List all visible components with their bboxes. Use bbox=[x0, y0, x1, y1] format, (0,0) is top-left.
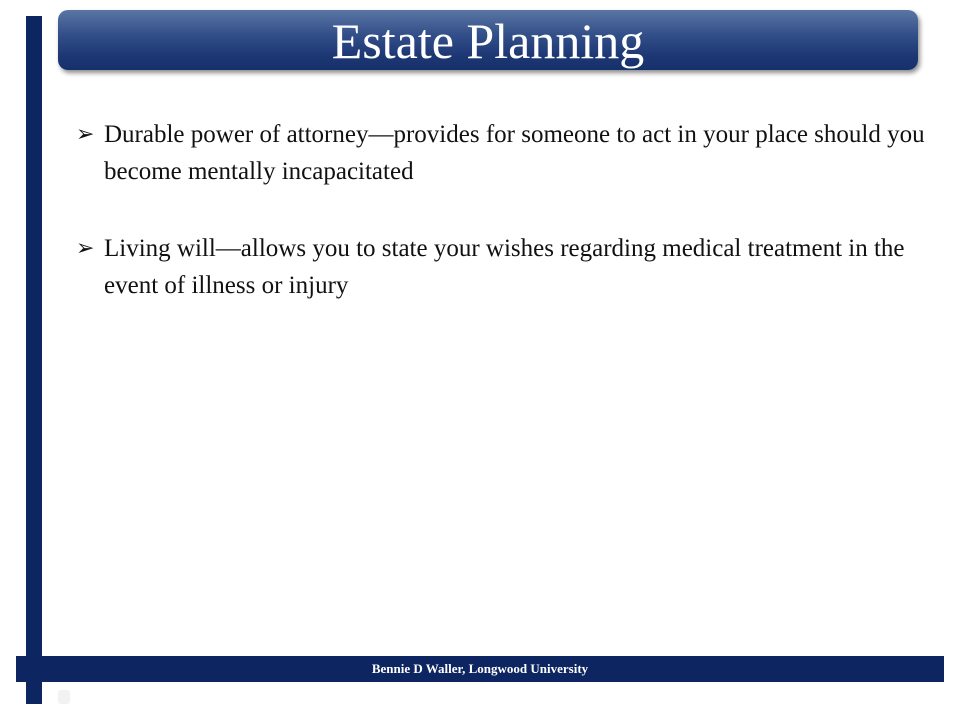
footer-bar bbox=[16, 656, 944, 682]
bullet-text: Durable power of attorney—provides for someone to act in your place should you become mentally incapacitated bbox=[104, 121, 925, 185]
slide-corner-mark bbox=[58, 690, 70, 704]
slide-title: Estate Planning bbox=[331, 13, 645, 69]
bullet-item-durable-power-of-attorney bbox=[76, 116, 926, 190]
bullet-item-living-will bbox=[76, 230, 926, 304]
left-accent-bar bbox=[26, 16, 42, 704]
bullet-list bbox=[76, 116, 926, 344]
arrow-bullet-icon: ➢ bbox=[76, 236, 95, 261]
footer-credit: Bennie D Waller, Longwood University bbox=[371, 661, 589, 676]
bullet-text: Living will—allows you to state your wishes regarding medical treatment in the event of illness or injury bbox=[104, 235, 905, 299]
arrow-bullet-icon: ➢ bbox=[76, 122, 95, 147]
title-banner bbox=[58, 10, 918, 70]
